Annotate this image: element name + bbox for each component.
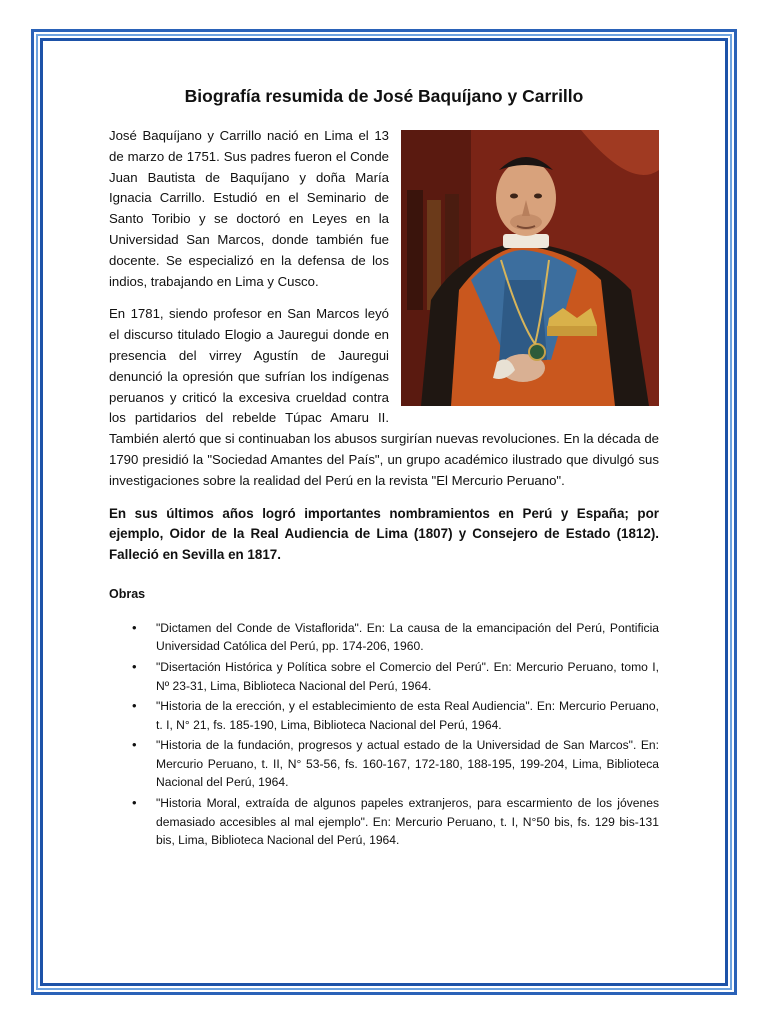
- paragraph-final-years: En sus últimos años logró importantes nombramientos en Perú y España; por ejemplo, Oidor de la Real Audiencia de Lima (1807) y Consejero de Estado (1812). Falleció en Sevilla en 1817.: [109, 505, 659, 563]
- work-text: "Disertación Histórica y Política sobre el Comercio del Perú". En: Mercurio Peruano, tomo I, Nº 23-31, Lima, Biblioteca Nacional del Perú, 1964.: [156, 659, 659, 693]
- list-item: [132, 697, 659, 734]
- bullet-icon: •: [132, 737, 137, 753]
- paragraph-career: En 1781, siendo profesor en San Marcos leyó el discurso titulado Elogio a Jauregui donde en presencia del virrey Agustín de Jauregui denunció la opresión que sufrían los indígenas peruanos y criticó la excesiva crueldad contra los partidarios del rebelde Túpac Amaru II. También alertó que si continuaban los abusos surgirían nuevas revoluciones. En la década de 1790 presidió la "Sociedad Amantes del País", un grupo académico ilustrado que divulgó sus investigaciones sobre la realidad del Perú en la revista "El Mercurio Peruano".: [109, 306, 659, 488]
- portrait-image: [401, 130, 659, 406]
- document-body: [109, 126, 659, 852]
- document-title: Biografía resumida de José Baquíjano y Carrillo: [184, 86, 584, 106]
- work-text: "Dictamen del Conde de Vistaflorida". En: La causa de la emancipación del Perú, Pontificia Universidad Católica del Perú, pp. 174-206, 1960.: [156, 620, 659, 654]
- bullet-icon: •: [132, 698, 137, 714]
- list-item: [132, 736, 659, 792]
- list-item: [132, 619, 659, 656]
- work-text: "Historia de la fundación, progresos y actual estado de la Universidad de San Marcos". En: Mercurio Peruano, t. II, N° 53-56, fs. 160-167, 172-180, 188-195, 199-204, Lima, Biblioteca Nacional del Perú, 1964.: [156, 738, 659, 790]
- bullet-icon: •: [132, 795, 137, 811]
- work-text: "Historia Moral, extraída de algunos papeles extranjeros, para escarmiento de los jóvenes demasiado accesibles al mal ejemplo". En: Mercurio Peruano, t. I, N°50 bis, fs. 129 bis-131 bis, Lima, Biblioteca Nacional del Perú, 1964.: [156, 796, 659, 848]
- work-text: "Historia de la erección, y el establecimiento de esta Real Audiencia". En: Mercurio Peruano, t. I, N° 21, fs. 185-190, Lima, Biblioteca Nacional del Perú, 1964.: [156, 699, 659, 732]
- works-heading: Obras: [109, 586, 146, 601]
- bullet-icon: •: [132, 658, 137, 674]
- list-item: [132, 658, 659, 695]
- bullet-icon: •: [132, 619, 137, 635]
- portrait-painting-icon: [401, 130, 659, 406]
- works-list: [109, 619, 659, 850]
- list-item: [132, 794, 659, 850]
- paragraph-birth: José Baquíjano y Carrillo nació en Lima el 13 de marzo de 1751. Sus padres fueron el Conde Juan Bautista de Baquíjano y doña María Ignacia Carrillo. Estudió en el Seminario de Santo Toribio y se doctoró en Leyes en la Universidad San Marcos, donde también fue docente. Se especializó en la defensa de los indios, trabajando en Lima y Cusco.: [109, 128, 389, 289]
